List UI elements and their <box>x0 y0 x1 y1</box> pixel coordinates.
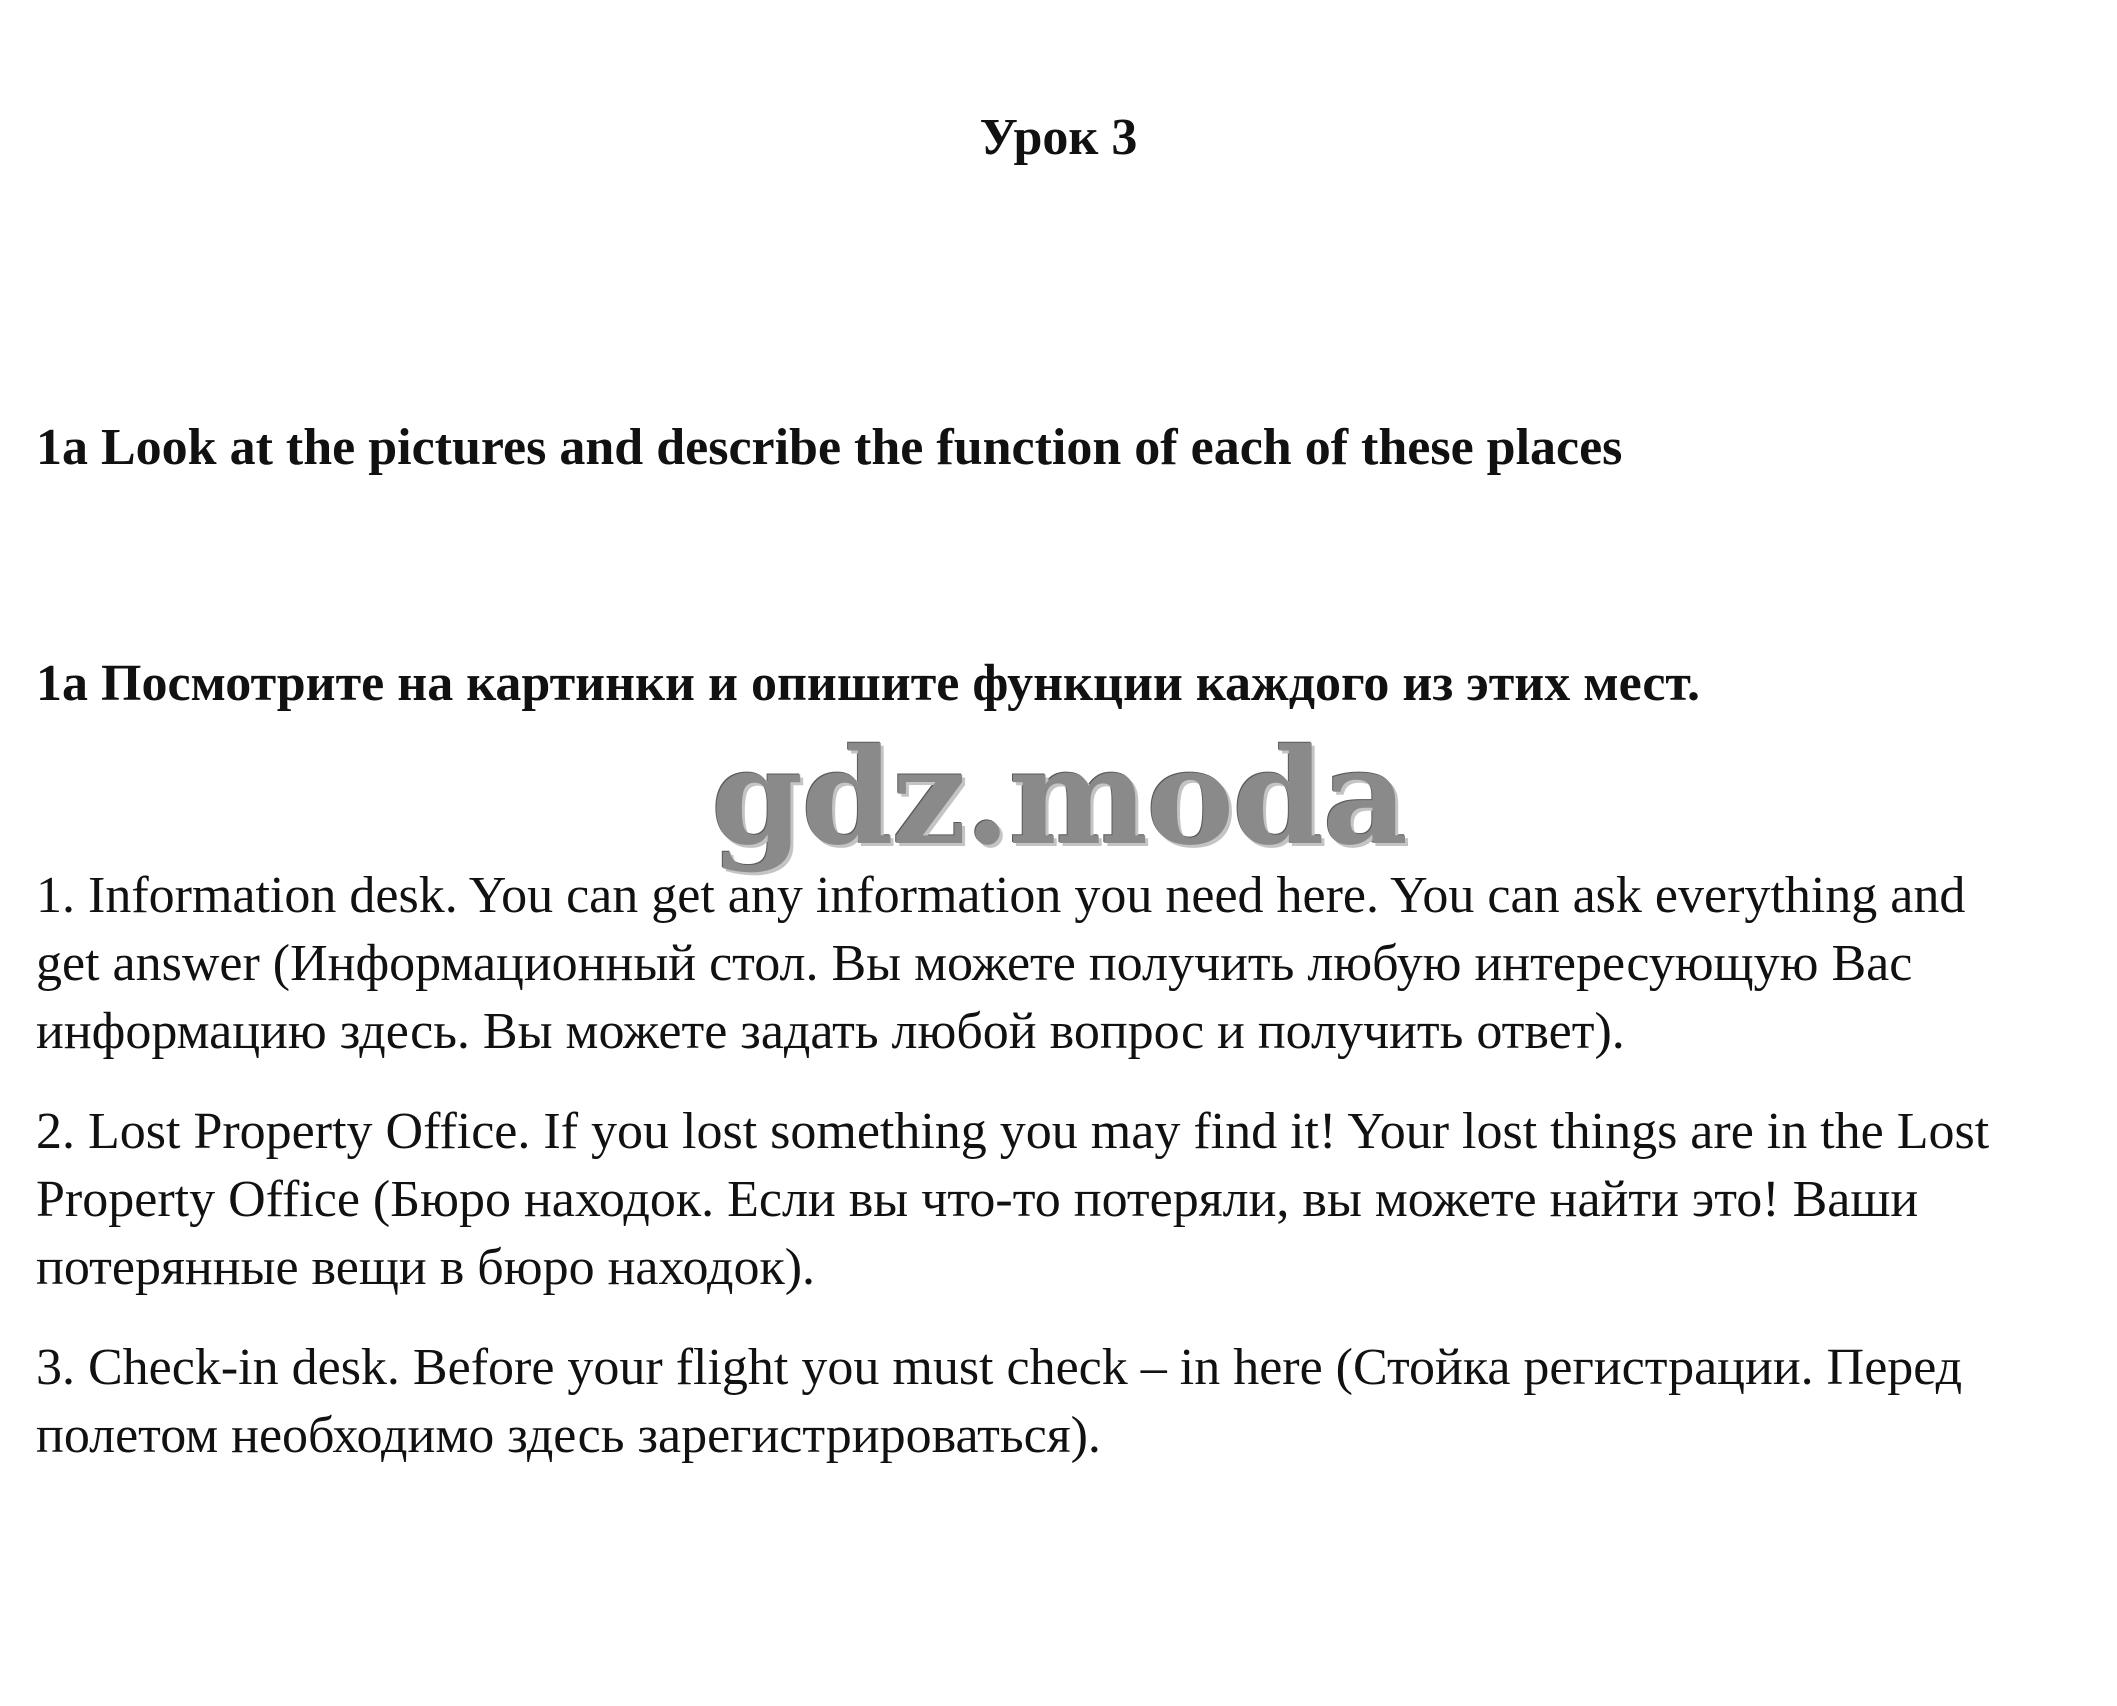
task-heading-en: 1a Look at the pictures and describe the function of each of these places <box>36 419 1623 476</box>
answer-item-2: 2. Lost Property Office. If you lost something you may find it! Your lost things are in the Lost Property Office (Бюро находок. Если вы что-то потеряли, вы можете найти это! Ваши потерянные вещи в бюро находок). <box>36 1103 1990 1296</box>
answer-item-3: 3. Check-in desk. Before your flight you must check – in here (Стойка регистрации. Перед полетом необходимо здесь зарегистрироваться). <box>36 1339 1963 1464</box>
task-heading-ru: 1a Посмотрите на картинки и опишите функции каждого из этих мест. <box>36 655 1701 712</box>
watermark: gdz.moda <box>710 720 1407 875</box>
answer-item-1: 1. Information desk. You can get any information you need here. You can ask everything and get answer (Информационный стол. Вы можете получить любую интересующую Вас информацию здесь. Вы можете задать любой вопрос и получить ответ). <box>36 867 1966 1060</box>
lesson-title: Урок 3 <box>979 109 1138 166</box>
answer-list <box>36 862 2026 1502</box>
